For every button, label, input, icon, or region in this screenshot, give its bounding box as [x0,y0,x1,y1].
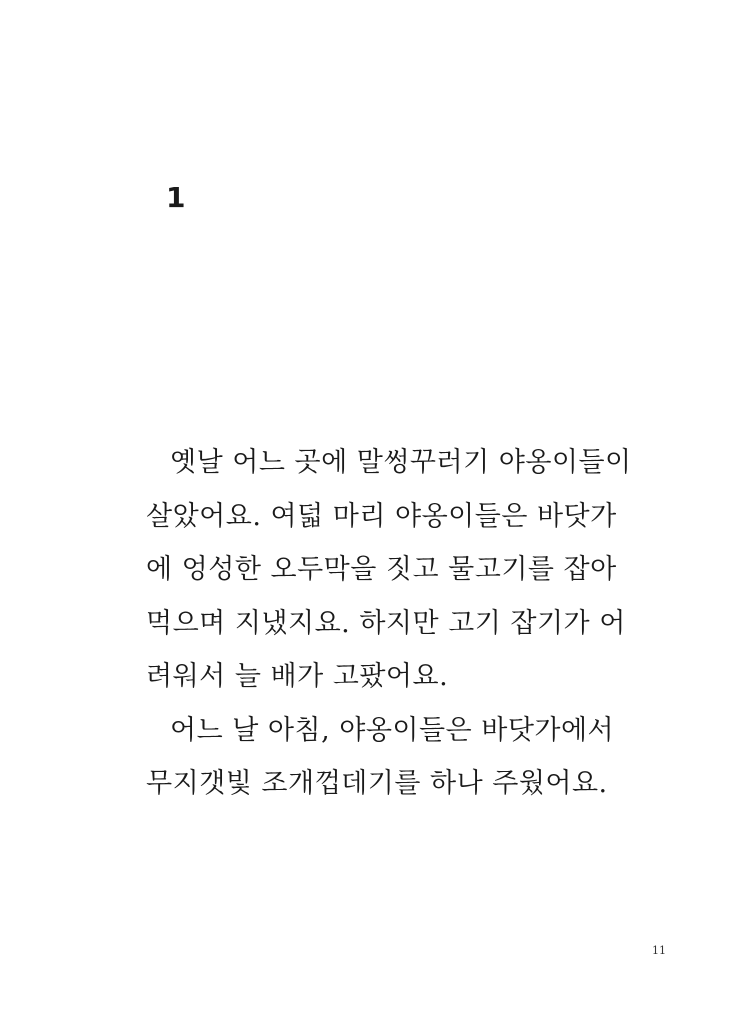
paragraph-1-line-5: 려워서 늘 배가 고팠어요. [146,661,449,692]
paragraph-1-line-3: 에 엉성한 오두막을 짓고 물고기를 잡아 [146,554,617,585]
paragraph-2-line-1: 어느 날 아침, 야옹이들은 바닷가에서 [170,714,615,746]
paragraph-1-line-4: 먹으며 지냈지요. 하지만 고기 잡기가 어 [146,607,626,639]
paragraph-2-line-2: 무지갯빛 조개껍데기를 하나 주웠어요. [146,768,608,799]
paragraph-1-line-2: 살았어요. 여덟 마리 야옹이들은 바닷가 [146,500,617,532]
body-text [146,436,632,811]
page-number: 11 [652,944,666,957]
paragraph-1-line-1: 옛날 어느 곳에 말썽꾸러기 야옹이들이 [170,447,632,478]
chapter-number: 1 [166,181,186,214]
